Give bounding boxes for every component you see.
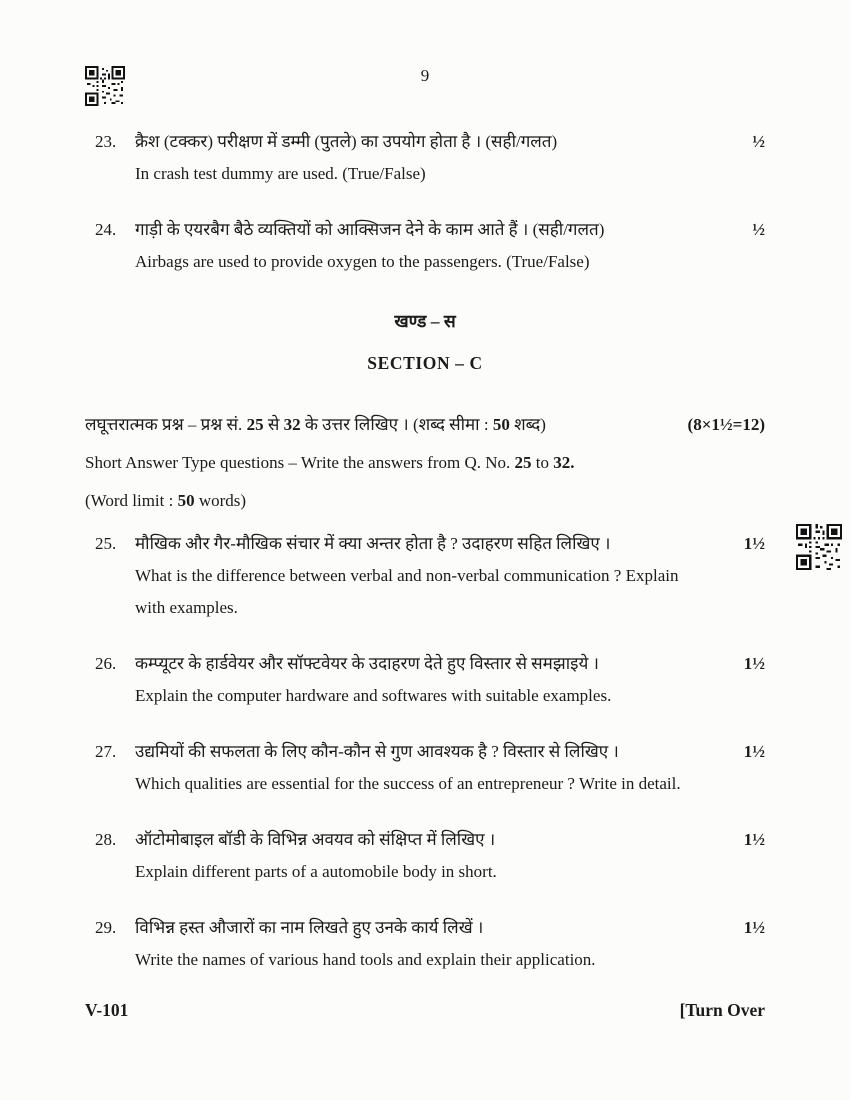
section-title-hindi: खण्ड – स xyxy=(394,311,456,331)
page-footer xyxy=(85,1000,765,1021)
question-text-hindi: गाड़ी के एयरबैग बैठे व्यक्तियों को आक्सिजन देने के काम आते हैं । (सही/गलत) xyxy=(135,220,605,239)
question-marks: ½ xyxy=(752,132,765,151)
text-segment: words) xyxy=(194,491,247,510)
paper-code: V-101 xyxy=(85,1000,129,1020)
instruction-hindi-line xyxy=(85,410,765,440)
qr-code-icon xyxy=(85,66,125,106)
question-text-hindi: क्रैश (टक्कर) परीक्षण में डम्मी (पुतले) का उपयोग होता है । (सही/गलत) xyxy=(135,132,558,151)
instruction-english-line xyxy=(85,448,765,478)
text-segment: शब्द) xyxy=(509,415,546,434)
question-marks: 1½ xyxy=(743,654,765,673)
instruction-hindi-text xyxy=(85,410,546,440)
qr-code-icon xyxy=(796,524,842,570)
question-marks: 1½ xyxy=(743,742,765,761)
text-segment: (Word limit : xyxy=(85,491,178,510)
short-answer-questions xyxy=(85,528,765,976)
question-marks: 1½ xyxy=(743,534,765,553)
question-text-hindi: मौखिक और गैर-मौखिक संचार में क्या अन्तर होता है ? उदाहरण सहित लिखिए । xyxy=(135,534,611,553)
question-text-english: Explain the computer hardware and softwares with suitable examples. xyxy=(135,686,612,705)
question-body xyxy=(135,912,720,976)
word-limit-line xyxy=(85,486,765,516)
question-number: 26. xyxy=(95,654,117,673)
question-body xyxy=(135,214,720,278)
question-text-english: What is the difference between verbal and non-verbal communication ? Explain with examples. xyxy=(135,566,679,617)
question-27 xyxy=(85,736,765,800)
question-26 xyxy=(85,648,765,712)
question-marks: 1½ xyxy=(743,830,765,849)
question-marks: 1½ xyxy=(743,918,765,937)
question-number: 28. xyxy=(95,830,117,849)
question-number: 29. xyxy=(95,918,117,937)
question-text-english: Which qualities are essential for the success of an entrepreneur ? Write in detail. xyxy=(135,774,681,793)
section-title-english: SECTION – C xyxy=(367,353,483,373)
question-text-english: Write the names of various hand tools and explain their application. xyxy=(135,950,596,969)
question-28 xyxy=(85,824,765,888)
question-body xyxy=(135,648,720,712)
question-body xyxy=(135,126,720,190)
question-number: 27. xyxy=(95,742,117,761)
text-segment: लघूत्तरात्मक प्रश्न – प्रश्न सं. xyxy=(85,415,247,434)
question-body xyxy=(135,736,720,800)
text-segment: Short Answer Type questions – Write the answers from Q. No. xyxy=(85,453,515,472)
question-text-hindi: ऑटोमोबाइल बॉडी के विभिन्न अवयव को संक्षिप्त में लिखिए । xyxy=(135,830,496,849)
question-text-english: In crash test dummy are used. (True/False) xyxy=(135,164,426,183)
question-body xyxy=(135,824,720,888)
page-number: 9 xyxy=(420,66,430,85)
question-number: 25. xyxy=(95,534,117,553)
text-segment-bold: 32. xyxy=(553,453,575,472)
question-text-hindi: उद्यमियों की सफलता के लिए कौन-कौन से गुण आवश्यक है ? विस्तार से लिखिए । xyxy=(135,742,619,761)
question-number: 23. xyxy=(95,132,117,151)
text-segment: के उत्तर लिखिए । (शब्द सीमा : xyxy=(300,415,493,434)
text-segment-bold: 25 xyxy=(514,453,532,472)
text-segment: से xyxy=(263,415,284,434)
text-segment: to xyxy=(531,453,554,472)
text-segment-bold: 50 xyxy=(492,415,510,434)
section-total-marks: (8×1½=12) xyxy=(687,415,765,434)
question-body xyxy=(135,528,720,624)
page-header xyxy=(85,64,765,116)
question-text-hindi: कम्प्यूटर के हार्डवेयर और सॉफ्टवेयर के उदाहरण देते हुए विस्तार से समझाइये । xyxy=(135,654,599,673)
section-heading xyxy=(85,308,765,376)
turn-over-label: [Turn Over xyxy=(679,1000,765,1020)
question-24 xyxy=(85,214,765,278)
question-text-english: Airbags are used to provide oxygen to the passengers. (True/False) xyxy=(135,252,590,271)
question-text-hindi: विभिन्न हस्त औजारों का नाम लिखते हुए उनके कार्य लिखें । xyxy=(135,918,484,937)
section-instructions xyxy=(85,410,765,516)
true-false-questions xyxy=(85,126,765,278)
text-segment-bold: 25 xyxy=(246,415,264,434)
question-number: 24. xyxy=(95,220,117,239)
question-23 xyxy=(85,126,765,190)
question-25 xyxy=(85,528,765,624)
question-29 xyxy=(85,912,765,976)
question-text-english: Explain different parts of a automobile body in short. xyxy=(135,862,497,881)
question-marks: ½ xyxy=(752,220,765,239)
text-segment-bold: 32 xyxy=(283,415,301,434)
text-segment-bold: 50 xyxy=(177,491,195,510)
